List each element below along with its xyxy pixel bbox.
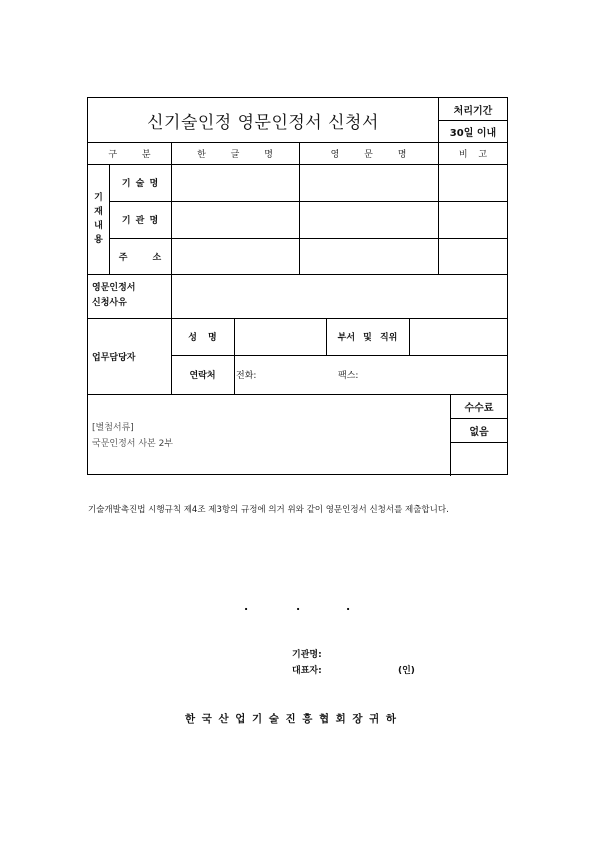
department-position-field[interactable] — [409, 318, 508, 355]
application-reason-field[interactable] — [171, 274, 508, 318]
contact-fields — [234, 355, 508, 394]
person-name-label: 성 명 — [188, 333, 217, 343]
department-position-label: 부서 및 직위 — [337, 333, 398, 343]
organization-signature-label: 기관명: — [292, 650, 322, 660]
seal-mark: (인) — [398, 666, 415, 676]
contact-person-label: 업무담당자 — [92, 352, 136, 363]
organization-name-label: 기 관 명 — [121, 216, 159, 226]
column-header-remarks: 비 고 — [458, 149, 488, 160]
entry-section-label-char: 내 — [94, 221, 103, 231]
attachment-section — [88, 394, 450, 476]
application-reason-label-line2: 신청사유 — [92, 298, 127, 308]
address-korean-field[interactable] — [171, 238, 299, 274]
technology-name-korean-field[interactable] — [171, 164, 299, 201]
phone-label: 전화: — [236, 371, 257, 381]
processing-period-value: 30일 이내 — [449, 127, 497, 139]
processing-period-label: 처리기간 — [453, 105, 493, 117]
application-reason-label — [88, 274, 171, 318]
date-dot-year: . — [244, 600, 249, 613]
application-reason-label-line1: 영문인정서 — [92, 283, 136, 293]
attachment-item: 국문인정서 사본 2부 — [92, 439, 174, 449]
person-name-field[interactable] — [234, 318, 326, 355]
address-remarks-field[interactable] — [438, 238, 508, 274]
form-title: 신기술인정 영문인정서 신청서 — [147, 112, 379, 133]
column-header-english-name: 영 문 명 — [330, 149, 407, 160]
submission-statement: 기술개발촉진법 시행규칙 제4조 제3항의 규정에 의거 위와 같이 영문인정서 신청서를 제출합니다. — [88, 505, 449, 515]
application-form-table — [87, 97, 508, 475]
organization-name-english-field[interactable] — [299, 201, 438, 238]
date-dot-month: . — [296, 600, 301, 613]
technology-name-english-field[interactable] — [299, 164, 438, 201]
fee-value: 없음 — [469, 426, 489, 438]
technology-name-remarks-field[interactable] — [438, 164, 508, 201]
entry-section-label-char: 재 — [94, 207, 103, 217]
recipient-line: 한국산업기술진흥협회장귀하 — [185, 713, 403, 725]
fax-label: 팩스: — [338, 371, 359, 381]
technology-name-label: 기 술 명 — [121, 179, 159, 189]
attachment-label: [별첨서류] — [92, 423, 134, 433]
organization-name-korean-field[interactable] — [171, 201, 299, 238]
fee-label: 수수료 — [464, 402, 494, 414]
entry-section-label-char: 용 — [94, 235, 103, 245]
address-english-field[interactable] — [299, 238, 438, 274]
column-header-category: 구 분 — [108, 149, 151, 160]
address-label: 주 소 — [118, 252, 162, 263]
representative-signature-label: 대표자: — [292, 666, 322, 676]
entry-section-label-char: 기 — [94, 193, 103, 203]
contact-label: 연락처 — [189, 371, 216, 381]
organization-name-remarks-field[interactable] — [438, 201, 508, 238]
date-dot-day: . — [346, 600, 351, 613]
entry-section-label — [88, 164, 109, 274]
column-header-korean-name: 한 글 명 — [197, 149, 273, 160]
